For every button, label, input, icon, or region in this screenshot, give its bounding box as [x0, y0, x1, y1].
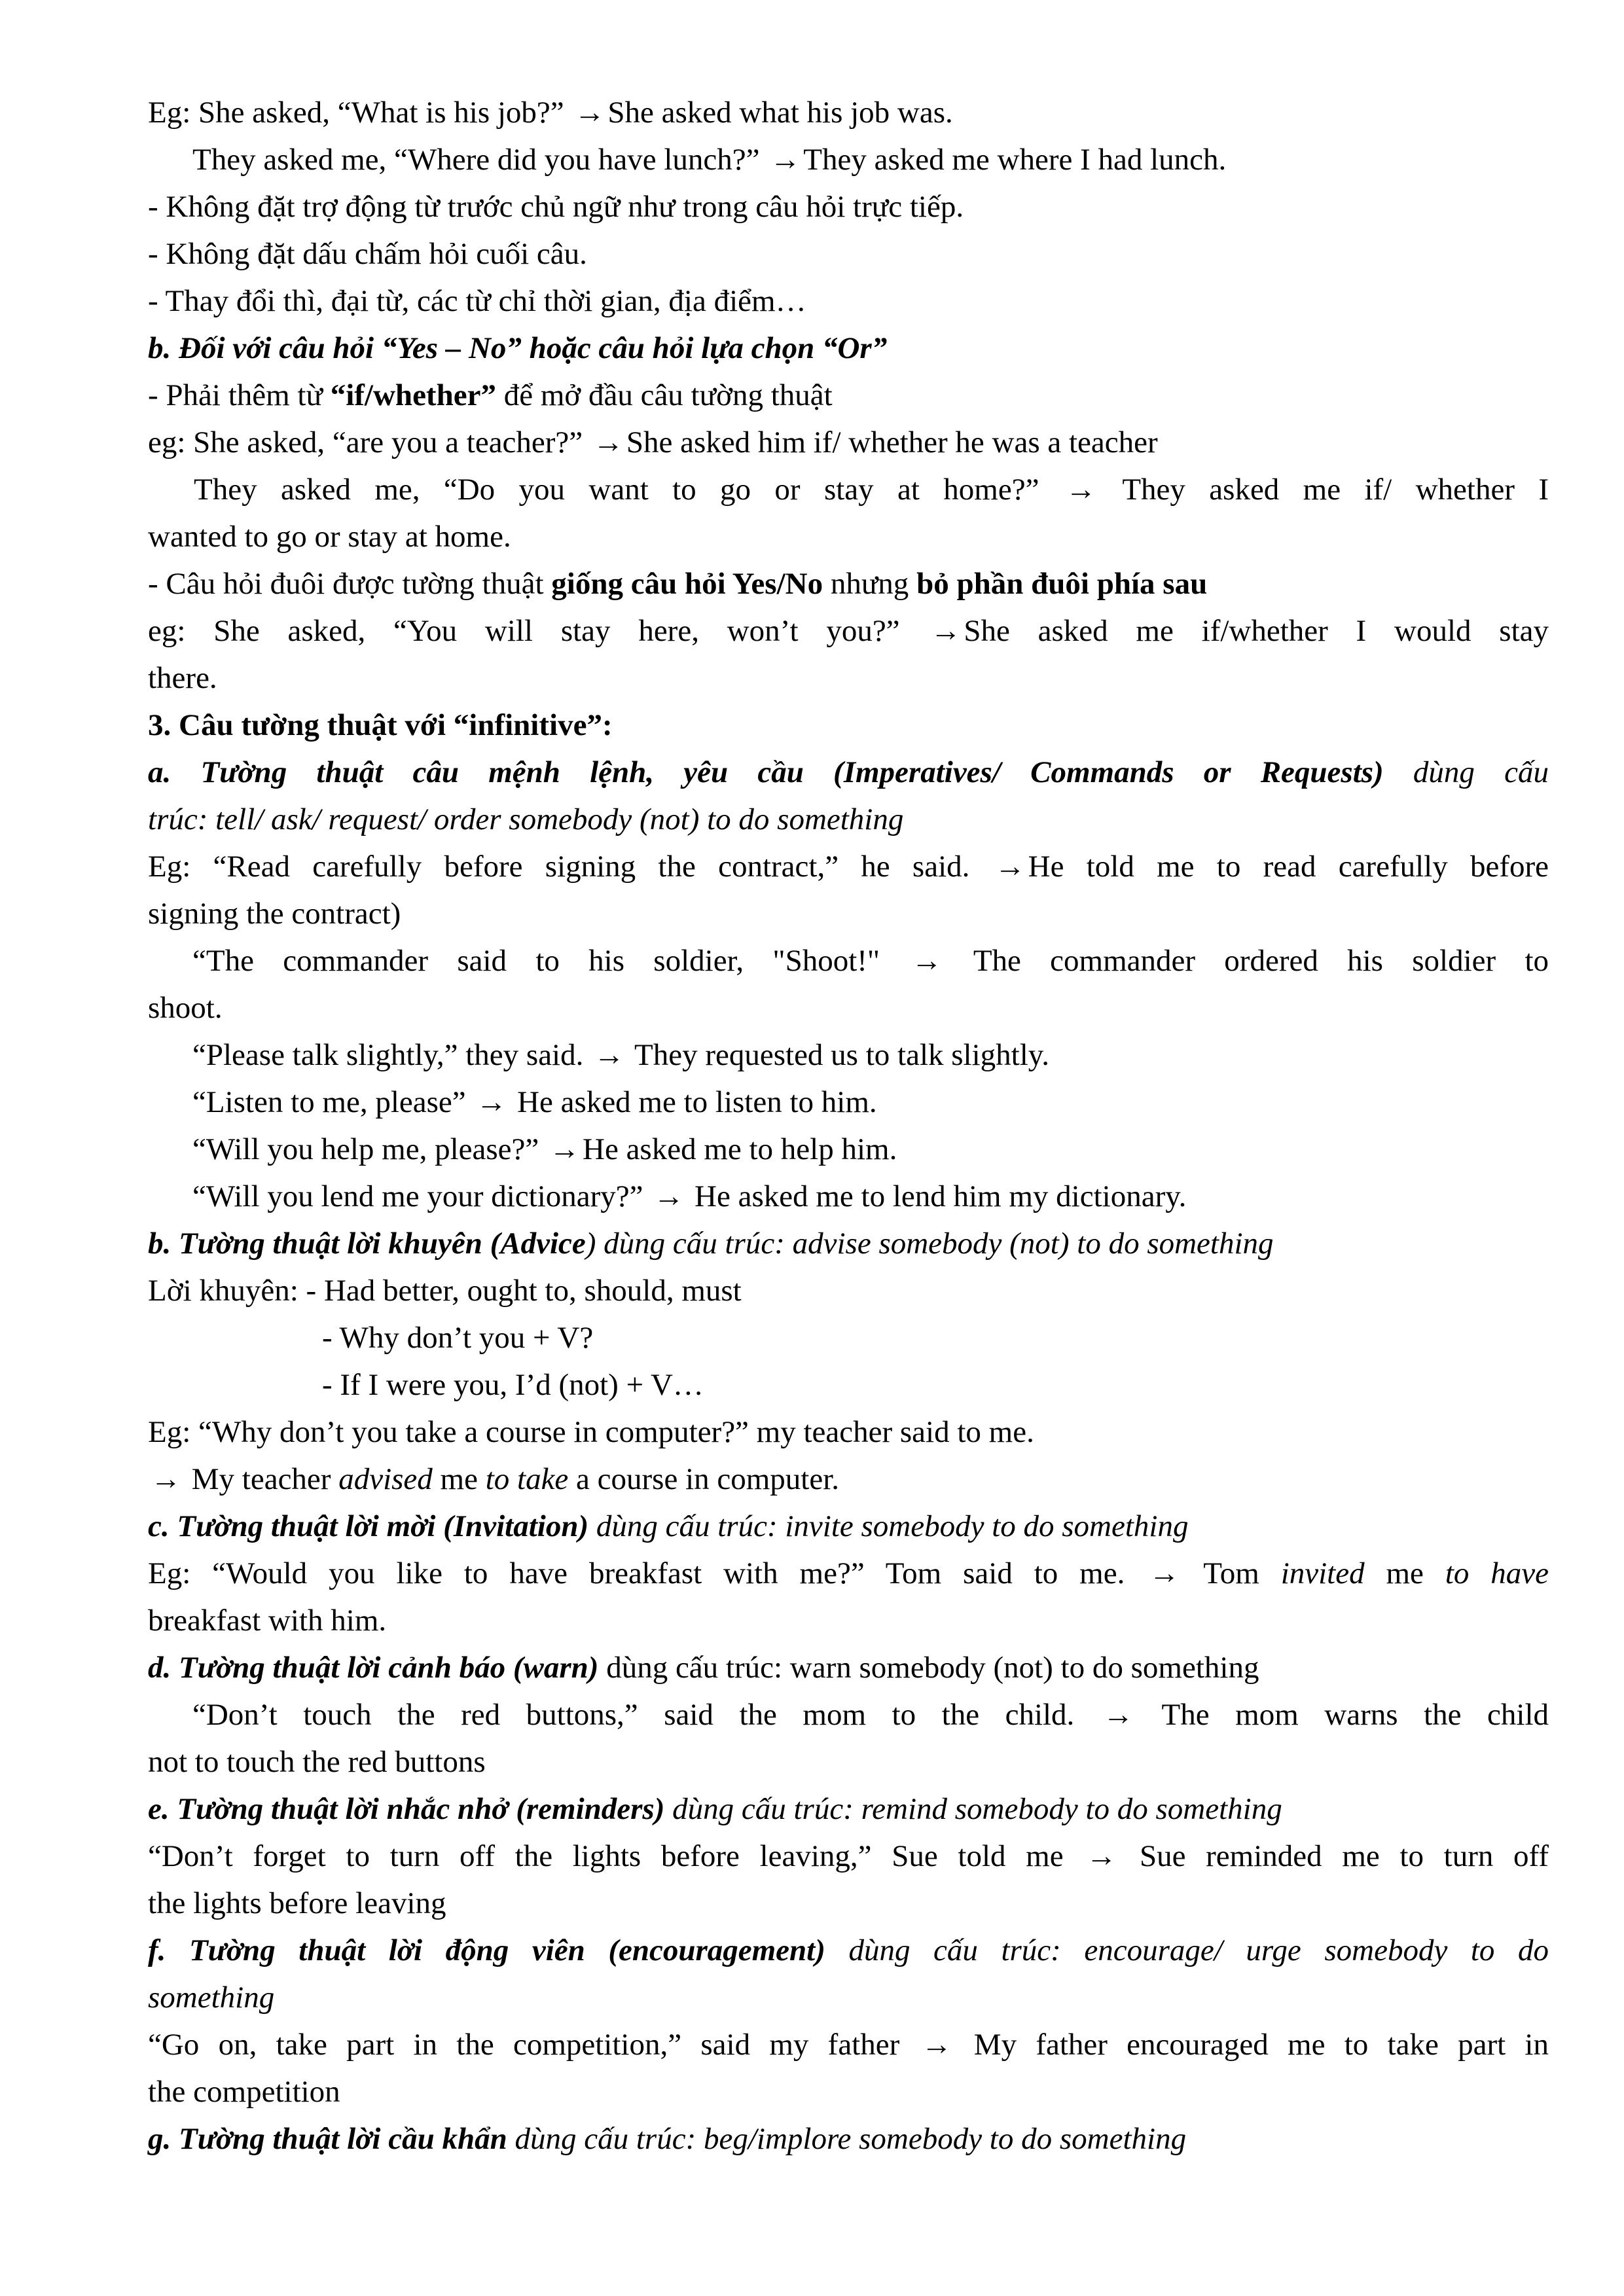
bold-italic-text: c. Tường thuật lời mời (Invitation) [148, 1509, 589, 1543]
arrow-icon: → [921, 2028, 952, 2062]
text: My teacher [184, 1462, 339, 1496]
text: eg: She asked, “are you a teacher?” [148, 425, 590, 459]
subsection-heading-e [148, 1785, 1549, 1833]
example-line: the competition [148, 2075, 340, 2109]
italic-text: dùng cấu trúc: remind somebody to do something [664, 1792, 1282, 1826]
example-line: shoot. [148, 991, 223, 1025]
arrow-icon: → [476, 1085, 507, 1119]
document-page [148, 89, 1549, 2162]
structure-line: trúc: tell/ ask/ request/ order somebody (not) to do something [148, 802, 904, 836]
example-line [148, 843, 1549, 890]
text: “Go on, take part in the competition,” said my father [148, 2028, 919, 2062]
text: The commander ordered his soldier to [945, 944, 1549, 978]
text: me [432, 1462, 486, 1496]
example-line: breakfast with him. [148, 1604, 387, 1638]
text: “The commander said to his soldier, "Shoot!" [192, 944, 909, 978]
text: me [1364, 1556, 1445, 1590]
advice-list-line: - Why don’t you + V? [322, 1321, 594, 1355]
rule-line [148, 560, 1549, 607]
example-line [148, 466, 1549, 513]
text: They requested us to talk slightly. [627, 1038, 1049, 1072]
text: Sue reminded me to turn off [1119, 1839, 1549, 1873]
text: “Please talk slightly,” they said. [192, 1038, 592, 1072]
example-line [148, 2021, 1549, 2068]
rule-line: - Không đặt trợ động từ trước chủ ngữ như trong câu hỏi trực tiếp. [148, 190, 964, 224]
example-line [148, 89, 1549, 136]
text: He asked me to listen to him. [509, 1085, 877, 1119]
example-line: signing the contract) [148, 897, 401, 931]
section-heading-3: 3. Câu tường thuật với “infinitive”: [148, 708, 613, 742]
section-heading-b: b. Đối với câu hỏi “Yes – No” hoặc câu hỏi lựa chọn “Or” [148, 331, 888, 365]
arrow-icon: → [1086, 1839, 1117, 1873]
rule-line [148, 372, 1549, 419]
italic-text: dùng cấu trúc: encourage/ urge somebody to do [825, 1933, 1549, 1967]
arrow-icon: → [653, 1179, 685, 1213]
italic-text: dùng cấu trúc: beg/implore somebody to do something [507, 2122, 1187, 2156]
italic-text: dùng cấu [1383, 755, 1549, 789]
text: She asked him if/ whether he was a teacher [626, 425, 1158, 459]
example-line [148, 1456, 1549, 1503]
bold-italic-text: a. Tường thuật câu mệnh lệnh, yêu cầu (Imperatives/ Commands or Requests) [148, 755, 1384, 789]
italic-text: invited [1280, 1556, 1365, 1590]
text: The mom warns the child [1136, 1698, 1549, 1732]
rule-line: - Thay đổi thì, đại từ, các từ chỉ thời gian, địa điểm… [148, 284, 806, 318]
arrow-icon: → [574, 96, 605, 130]
bold-italic-text: e. Tường thuật lời nhắc nhở (reminders) [148, 1792, 665, 1826]
example-line [148, 419, 1549, 466]
text: a course in computer. [568, 1462, 840, 1496]
arrow-icon: → [1102, 1698, 1134, 1732]
arrow-icon: → [930, 614, 962, 648]
italic-text: dùng cấu trúc: invite somebody to do something [588, 1509, 1189, 1543]
text: eg: She asked, “You will stay here, won’t you?” [148, 614, 928, 648]
text: “Don’t forget to turn off the lights before leaving,” Sue told me [148, 1839, 1084, 1873]
text: nhưng [823, 567, 917, 601]
text: He asked me to help him. [583, 1132, 897, 1166]
subsection-heading-c [148, 1503, 1549, 1550]
italic-text: advised [338, 1462, 433, 1496]
example-line [148, 1079, 1549, 1126]
example-line: wanted to go or stay at home. [148, 520, 511, 554]
text: Eg: “Read carefully before signing the contract,” he said. [148, 850, 992, 884]
text: để mở đầu câu tường thuật [496, 378, 833, 412]
example-line [148, 937, 1549, 984]
text: “Will you lend me your dictionary?” [192, 1179, 651, 1213]
arrow-icon: → [1065, 473, 1096, 507]
text: She asked what his job was. [607, 96, 953, 130]
example-line: there. [148, 661, 217, 695]
text: “Will you help me, please?” [192, 1132, 547, 1166]
subsection-heading-g [148, 2115, 1549, 2162]
text: They asked me, “Where did you have lunch?” [192, 143, 768, 177]
text: dùng cấu trúc: warn somebody (not) to do something [598, 1651, 1259, 1685]
italic-text: to have [1445, 1556, 1549, 1590]
bold-italic-text: d. Tường thuật lời cảnh báo (warn) [148, 1651, 599, 1685]
text: “Don’t touch the red buttons,” said the mom to the child. [192, 1698, 1100, 1732]
text: My father encouraged me to take part in [954, 2028, 1549, 2062]
bold-italic-text: f. Tường thuật lời động viên (encouragement) [148, 1933, 825, 1967]
example-line [148, 136, 1549, 183]
bold-text: giống câu hỏi Yes/No [551, 567, 823, 601]
example-line [148, 1126, 1549, 1173]
example-line [148, 1173, 1549, 1220]
subsection-heading-f [148, 1927, 1549, 1974]
text: They asked me where I had lunch. [803, 143, 1227, 177]
text: Tom [1182, 1556, 1281, 1590]
subsection-heading-a [148, 749, 1549, 796]
bold-text: “if/whether” [330, 378, 496, 412]
arrow-icon: → [911, 944, 943, 978]
advice-list-line: Lời khuyên: - Had better, ought to, should, must [148, 1274, 742, 1308]
text: They asked me if/ whether I [1098, 473, 1549, 507]
arrow-icon: → [592, 425, 624, 459]
example-line: Eg: “Why don’t you take a course in computer?” my teacher said to me. [148, 1415, 1034, 1449]
arrow-icon: → [1149, 1556, 1180, 1590]
arrow-icon: → [151, 1462, 181, 1496]
structure-line: something [148, 1981, 275, 2015]
text: He asked me to lend him my dictionary. [687, 1179, 1187, 1213]
bold-italic-text: b. Tường thuật lời khuyên (Advice [148, 1227, 586, 1261]
italic-text: to take [485, 1462, 569, 1496]
example-line: the lights before leaving [148, 1886, 446, 1920]
rule-line: - Không đặt dấu chấm hỏi cuối câu. [148, 237, 587, 271]
arrow-icon: → [549, 1132, 581, 1166]
text: Eg: She asked, “What is his job?” [148, 96, 572, 130]
text: He told me to read carefully before [1028, 850, 1549, 884]
arrow-icon: → [594, 1038, 625, 1072]
advice-list-line: - If I were you, I’d (not) + V… [322, 1368, 704, 1402]
example-line [148, 1833, 1549, 1880]
example-line [148, 1031, 1549, 1079]
text: They asked me, “Do you want to go or stay at home?” [194, 473, 1063, 507]
arrow-icon: → [994, 850, 1026, 884]
text: Eg: “Would you like to have breakfast with me?” Tom said to me. [148, 1556, 1147, 1590]
bold-italic-text: g. Tường thuật lời cầu khẩn [148, 2122, 507, 2156]
text: - Phải thêm từ [148, 378, 331, 412]
text: “Listen to me, please” [192, 1085, 474, 1119]
example-line [148, 607, 1549, 655]
example-line: not to touch the red buttons [148, 1745, 486, 1779]
subsection-heading-b [148, 1220, 1549, 1267]
text: She asked me if/whether I would stay [964, 614, 1549, 648]
example-line [148, 1550, 1549, 1597]
bold-text: bỏ phần đuôi phía sau [916, 567, 1208, 601]
italic-text: ) dùng cấu trúc: advise somebody (not) to do something [585, 1227, 1274, 1261]
text: - Câu hỏi đuôi được tường thuật [148, 567, 552, 601]
example-line [148, 1691, 1549, 1738]
subsection-heading-d [148, 1644, 1549, 1691]
arrow-icon: → [770, 143, 801, 177]
